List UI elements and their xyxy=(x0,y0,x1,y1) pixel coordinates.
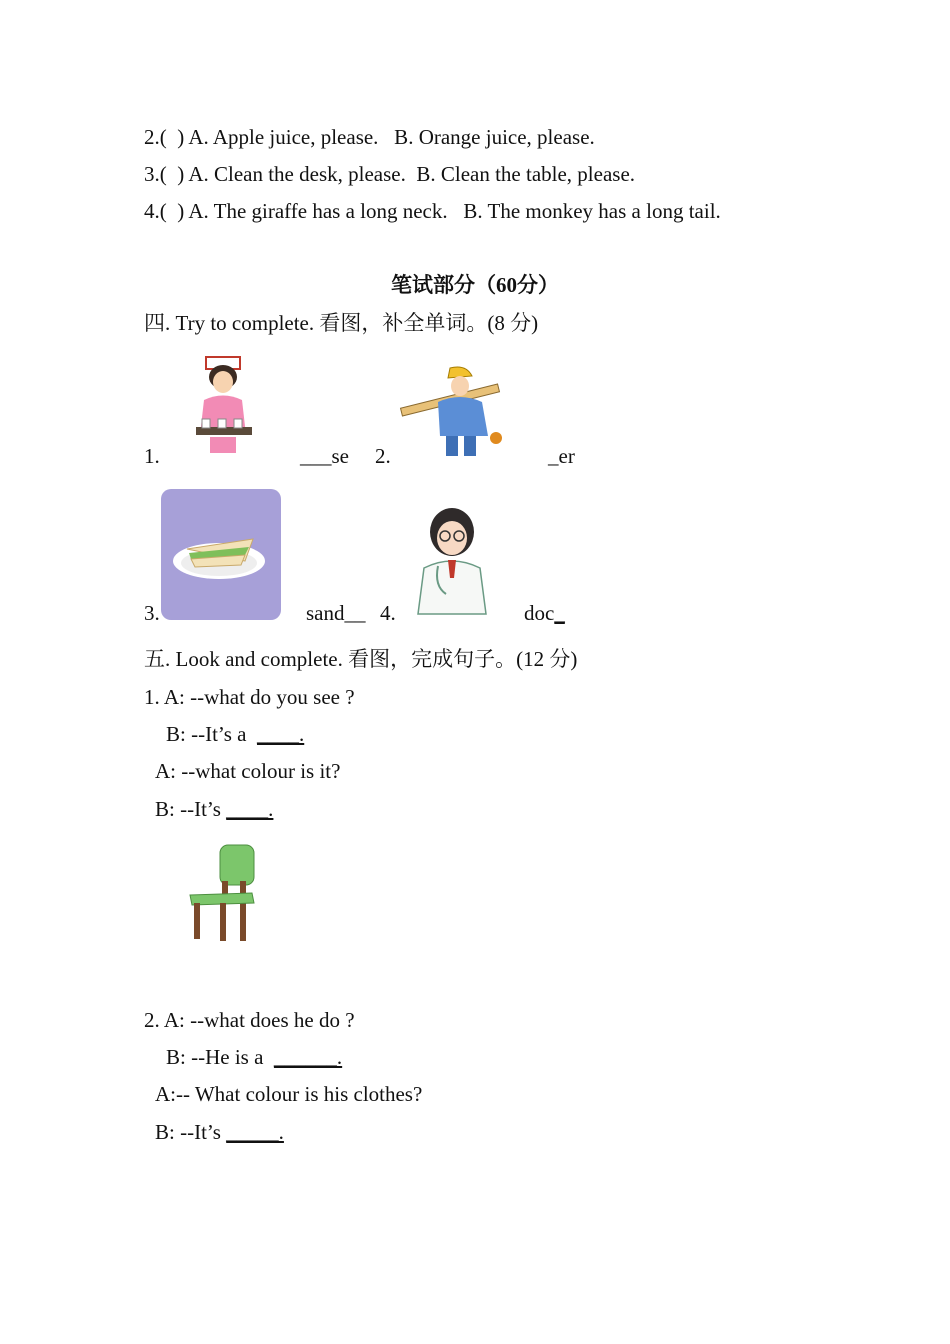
p5-q1-a2: A: --what colour is it? xyxy=(155,759,341,783)
item4-answer xyxy=(524,600,565,626)
worker-picture xyxy=(398,362,510,458)
part4-title: 四. Try to complete. 看图，补全单词。(8 分) xyxy=(144,311,539,335)
p5-q2-b2 xyxy=(155,1119,284,1145)
p5-q1-b1-blank[interactable]: ____. xyxy=(256,722,305,746)
listening-question-2: 2.( ) A. Apple juice, please. B. Orange juice, please. xyxy=(144,125,595,149)
item3-prefix: sand xyxy=(306,601,345,625)
item4-blank[interactable]: _ xyxy=(554,601,565,625)
item1-answer xyxy=(300,443,349,469)
p5-q1-b2-text: B: --It’s xyxy=(155,797,227,821)
p5-q2-b2-blank[interactable]: _____. xyxy=(226,1120,284,1144)
listening-question-4: 4.( ) A. The giraffe has a long neck. B. The monkey has a long tail. xyxy=(144,199,721,223)
p5-q1-b2-blank[interactable]: ____. xyxy=(226,797,274,821)
item3-blank[interactable]: __ xyxy=(344,601,366,625)
item2-suffix: er xyxy=(558,444,575,468)
p5-q2-b1-text: B: --He is a xyxy=(166,1045,274,1069)
p5-q1-b1 xyxy=(166,721,304,747)
p5-q2-b1 xyxy=(166,1044,342,1070)
nurse-picture xyxy=(190,355,260,455)
p5-q1-b2 xyxy=(155,796,273,822)
item1-blank[interactable]: ___ xyxy=(300,444,332,468)
listening-question-3: 3.( ) A. Clean the desk, please. B. Clean the table, please. xyxy=(144,162,636,186)
item4-number: 4. xyxy=(380,601,396,625)
item2-number: 2. xyxy=(375,444,391,468)
p5-q2-b1-blank[interactable]: ______. xyxy=(273,1045,343,1069)
sandwich-picture xyxy=(161,489,281,620)
p5-q1-b1-text: B: --It’s a xyxy=(166,722,257,746)
item1-suffix: se xyxy=(331,444,349,468)
p5-q2-a1: 2. A: --what does he do ? xyxy=(144,1008,355,1032)
item2-answer xyxy=(548,443,575,469)
green-chair-picture xyxy=(186,843,260,943)
item3-answer xyxy=(306,600,366,626)
item1-number: 1. xyxy=(144,444,160,468)
doctor-picture xyxy=(412,502,498,616)
part5-title: 五. Look and complete. 看图，完成句子。(12 分) xyxy=(144,647,578,671)
p5-q2-b2-text: B: --It’s xyxy=(155,1120,227,1144)
item3-number: 3. xyxy=(144,601,160,625)
item4-prefix: doc xyxy=(524,601,555,625)
written-section-heading: 笔试部分（60分） xyxy=(391,273,559,297)
item2-blank[interactable]: _ xyxy=(548,444,559,468)
p5-q1-a1: 1. A: --what do you see ? xyxy=(144,685,355,709)
p5-q2-a2: A:-- What colour is his clothes? xyxy=(155,1082,423,1106)
